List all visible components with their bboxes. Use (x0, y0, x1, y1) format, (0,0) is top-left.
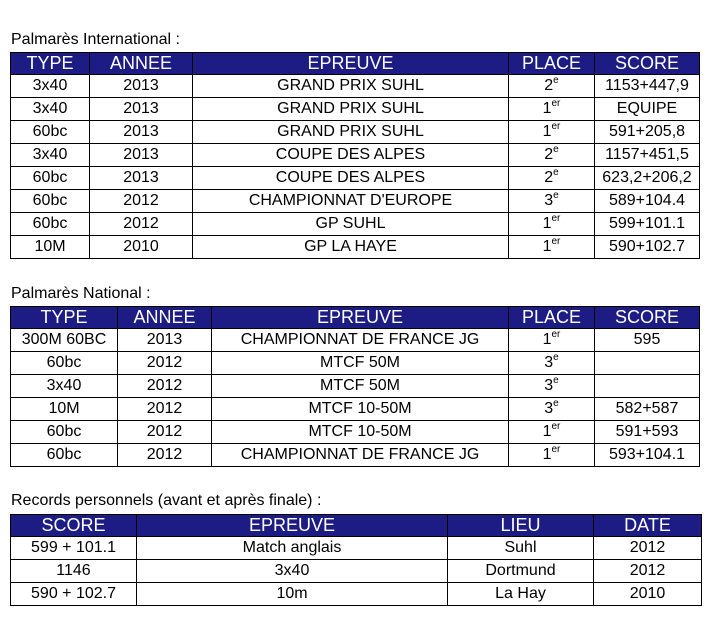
cell-place (509, 375, 595, 398)
col-header-annee: ANNEE (118, 307, 212, 329)
cell-score: 591+205,8 (595, 121, 700, 144)
place-suffix: er (551, 235, 561, 247)
cell-annee: 2013 (90, 98, 193, 121)
cell-epreuve: 3x40 (137, 560, 448, 583)
cell-type: 60bc (11, 352, 118, 375)
cell-place (509, 75, 595, 98)
place-suffix: e (553, 74, 559, 86)
cell-epreuve: MTCF 10-50M (212, 398, 509, 421)
cell-type: 3x40 (11, 98, 90, 121)
cell-epreuve: GRAND PRIX SUHL (193, 98, 509, 121)
place-number: 3 (544, 354, 554, 371)
cell-type: 10M (11, 236, 90, 259)
col-header-annee: ANNEE (90, 53, 193, 75)
cell-epreuve: MTCF 50M (212, 352, 509, 375)
col-header-score: SCORE (595, 307, 700, 329)
place-number: 1 (542, 446, 552, 463)
cell-place (509, 236, 595, 259)
place-suffix: er (551, 420, 561, 432)
col-header-place: PLACE (509, 307, 595, 329)
table-row (11, 213, 700, 236)
cell-type: 60bc (11, 121, 90, 144)
cell-epreuve: CHAMPIONNAT DE FRANCE JG (212, 329, 509, 352)
cell-place (509, 144, 595, 167)
place-suffix: e (553, 189, 559, 201)
cell-type: 3x40 (11, 144, 90, 167)
cell-place (509, 444, 595, 467)
place-suffix: er (551, 212, 561, 224)
cell-epreuve: GP SUHL (193, 213, 509, 236)
table-row (11, 98, 700, 121)
place-suffix: e (553, 397, 559, 409)
cell-score: 591+593 (595, 421, 700, 444)
cell-lieu: La Hay (448, 583, 594, 606)
cell-score: 589+104.4 (595, 190, 700, 213)
place-suffix: e (553, 143, 559, 155)
cell-type: 60bc (11, 167, 90, 190)
cell-epreuve: 10m (137, 583, 448, 606)
place-suffix: er (551, 97, 561, 109)
cell-epreuve: MTCF 50M (212, 375, 509, 398)
table-row (11, 398, 700, 421)
cell-epreuve: GRAND PRIX SUHL (193, 121, 509, 144)
cell-score (595, 352, 700, 375)
cell-score: 623,2+206,2 (595, 167, 700, 190)
col-header-score: SCORE (595, 53, 700, 75)
cell-score: 582+587 (595, 398, 700, 421)
place-number: 3 (544, 400, 554, 417)
cell-annee: 2012 (90, 190, 193, 213)
cell-type: 60bc (11, 444, 118, 467)
cell-score: 599 + 101.1 (11, 537, 137, 560)
col-header-place: PLACE (509, 53, 595, 75)
table-row (11, 537, 702, 560)
table-row (11, 236, 700, 259)
place-suffix: e (553, 351, 559, 363)
place-suffix: e (553, 374, 559, 386)
place-number: 1 (542, 100, 552, 117)
cell-type: 60bc (11, 190, 90, 213)
cell-annee: 2013 (90, 144, 193, 167)
cell-score: 593+104.1 (595, 444, 700, 467)
place-number: 1 (542, 238, 552, 255)
cell-place (509, 352, 595, 375)
table-row (11, 167, 700, 190)
table-header-row (11, 307, 700, 329)
cell-type: 3x40 (11, 375, 118, 398)
table-row (11, 444, 700, 467)
cell-annee: 2013 (90, 75, 193, 98)
international-table (10, 52, 700, 259)
place-number: 1 (542, 123, 552, 140)
cell-epreuve: GP LA HAYE (193, 236, 509, 259)
cell-date: 2012 (594, 537, 702, 560)
place-number: 2 (544, 169, 554, 186)
place-number: 3 (544, 377, 554, 394)
cell-score: 1157+451,5 (595, 144, 700, 167)
col-header-type: TYPE (11, 307, 118, 329)
cell-annee: 2012 (118, 421, 212, 444)
cell-score (595, 375, 700, 398)
cell-annee: 2013 (90, 167, 193, 190)
national-table (10, 306, 700, 467)
national-section-title: Palmarès National : (11, 285, 151, 302)
cell-annee: 2012 (90, 213, 193, 236)
table-row (11, 329, 700, 352)
cell-type: 60bc (11, 421, 118, 444)
cell-type: 300M 60BC (11, 329, 118, 352)
col-header-type: TYPE (11, 53, 90, 75)
place-suffix: er (551, 120, 561, 132)
cell-score: 595 (595, 329, 700, 352)
records-table (10, 514, 702, 606)
cell-place (509, 398, 595, 421)
table-row (11, 560, 702, 583)
table-header-row (11, 515, 702, 537)
col-header-epreuve: EPREUVE (137, 515, 448, 537)
cell-type: 3x40 (11, 75, 90, 98)
cell-place (509, 167, 595, 190)
cell-annee: 2010 (90, 236, 193, 259)
place-number: 1 (542, 423, 552, 440)
place-suffix: er (551, 328, 561, 340)
col-header-lieu: LIEU (448, 515, 594, 537)
cell-score: 1153+447,9 (595, 75, 700, 98)
cell-annee: 2013 (118, 329, 212, 352)
cell-place (509, 121, 595, 144)
table-row (11, 75, 700, 98)
cell-score: 590 + 102.7 (11, 583, 137, 606)
table-row (11, 121, 700, 144)
col-header-score: SCORE (11, 515, 137, 537)
col-header-epreuve: EPREUVE (212, 307, 509, 329)
col-header-date: DATE (594, 515, 702, 537)
table-row (11, 375, 700, 398)
cell-place (509, 421, 595, 444)
cell-annee: 2012 (118, 398, 212, 421)
cell-epreuve: CHAMPIONNAT D'EUROPE (193, 190, 509, 213)
cell-epreuve: Match anglais (137, 537, 448, 560)
place-number: 2 (544, 146, 554, 163)
table-row (11, 583, 702, 606)
cell-epreuve: CHAMPIONNAT DE FRANCE JG (212, 444, 509, 467)
cell-place (509, 98, 595, 121)
cell-place (509, 213, 595, 236)
cell-place (509, 329, 595, 352)
cell-score: 599+101.1 (595, 213, 700, 236)
cell-epreuve: COUPE DES ALPES (193, 144, 509, 167)
table-header-row (11, 53, 700, 75)
cell-lieu: Dortmund (448, 560, 594, 583)
cell-place (509, 190, 595, 213)
table-row (11, 421, 700, 444)
place-number: 1 (542, 215, 552, 232)
cell-epreuve: GRAND PRIX SUHL (193, 75, 509, 98)
cell-annee: 2012 (118, 444, 212, 467)
cell-date: 2010 (594, 583, 702, 606)
cell-epreuve: COUPE DES ALPES (193, 167, 509, 190)
place-number: 2 (544, 77, 554, 94)
place-suffix: er (551, 443, 561, 455)
col-header-epreuve: EPREUVE (193, 53, 509, 75)
cell-date: 2012 (594, 560, 702, 583)
international-section-title: Palmarès International : (11, 31, 180, 48)
cell-lieu: Suhl (448, 537, 594, 560)
cell-type: 60bc (11, 213, 90, 236)
place-number: 1 (542, 331, 552, 348)
cell-score: 590+102.7 (595, 236, 700, 259)
table-row (11, 190, 700, 213)
cell-type: 10M (11, 398, 118, 421)
cell-annee: 2012 (118, 352, 212, 375)
table-row (11, 144, 700, 167)
cell-score: 1146 (11, 560, 137, 583)
records-section-title: Records personnels (avant et après finale) : (11, 492, 322, 509)
cell-epreuve: MTCF 10-50M (212, 421, 509, 444)
place-number: 3 (544, 192, 554, 209)
cell-score: EQUIPE (595, 98, 700, 121)
cell-annee: 2013 (90, 121, 193, 144)
cell-annee: 2012 (118, 375, 212, 398)
table-row (11, 352, 700, 375)
place-suffix: e (553, 166, 559, 178)
